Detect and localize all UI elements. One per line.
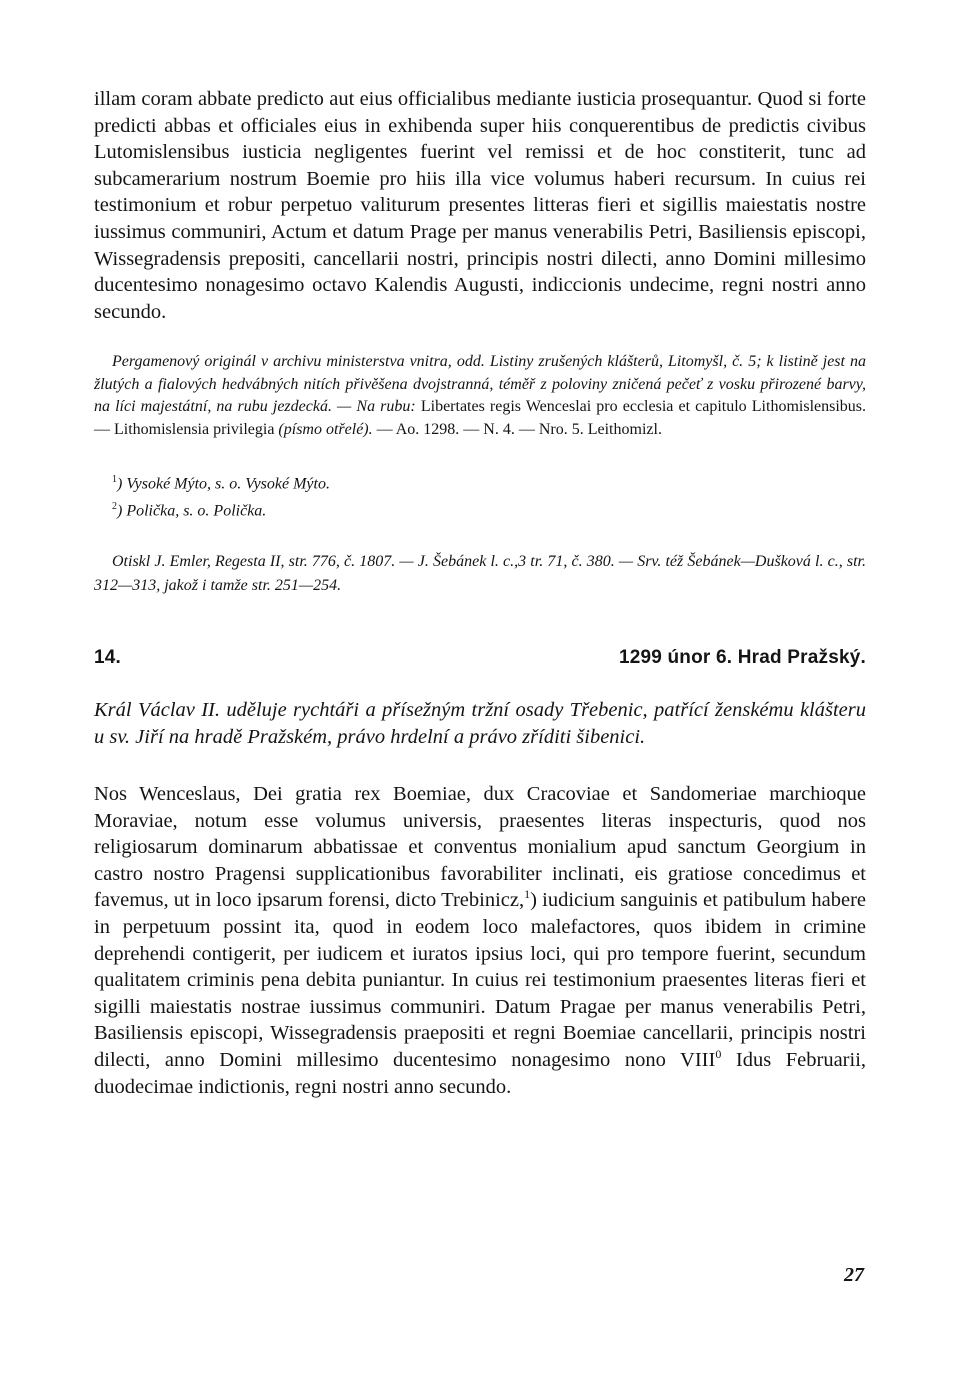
- archival-description: Pergamenový originál v archivu ministerstva vnitra, odd. Listiny zrušených klášterů, Litomyšl, č. 5; k listině jest na žlutých a fialových hedvábných nitích přivěšena dvojstranná, téměř z poloviny zničená pečeť z vosku přirozené barvy, na líci majestátní, na rubu jezdecká. —: [94, 353, 866, 416]
- continuation-paragraph: illam coram abbate predicto aut eius officialibus mediante iusticia prosequantur. Quod si forte predicti abbas et officiales eius in exhibenda super hiis conquerentibus de predictis civibus Lutomislensibus iusticia negligentes fuerint vel remissi et de hoc constiterit, tunc ad subcamerarium nostrum Boemie pro hiis illa vice volumus haberi recursum. In cuius rei testimonium et robur perpetuo valiturum presentes litteras fieri et sigillis maiestatis nostre iussimus communiri, Actum et datum Prage per manus venerabilis Petri, Basiliensis episcopi, Wissegradensis prepositi, cancellarii nostri, principis nostri dilecti, anno Domini millesimo ducentesimo nonagesimo octavo Kalendis Augusti, indiccionis undecime, regni nostri anno secundo.: [94, 88, 866, 323]
- ordinal-mark: 0: [715, 1047, 722, 1062]
- charter-text: [94, 781, 866, 1100]
- footnotes: [94, 469, 866, 523]
- document-number: 14.: [94, 647, 122, 668]
- charter-part-1: Nos Wenceslaus, Dei gratia rex Boemiae, dux Cracoviae et Sandomeriae marchioque Moraviae, notum esse volumus universis, praesentes literas inspecturis, quod nos religiosarum dominarum abbatissae et conventus monialium apud sanctum Georgium in castro nostro Pragensi supplicationibus favorabiliter inclinati, eis gratiose concedimus et favemus, ut in loco ipsarum forensi, dicto Trebinicz,: [94, 783, 866, 912]
- regest-summary: Král Václav II. uděluje rychtáři a přísežným tržní osady Třebenic, patřící ženskému klášteru u sv. Jiří na hradě Pražském, právo hrdelní a právo zříditi šibenici.: [94, 699, 866, 748]
- charter-part-2: ) iudicium sanguinis et patibulum habere in perpetuum possint ita, quod in eodem loco malefactores, quos ibidem in crimine deprehendi contigerit, per iudicem et iuratos ipsius loci, qui pro tempore fuerint, secundum qualitatem criminis pena debita puniantur. In cuius rei testimonium praesentes literas fieri et sigilli maiestatis nostrae iussimus communiri. Datum Pragae per manus venerabilis Petri, Basiliensis episcopi, Wissegradensis praepositi et regni Boemiae cancellarii, principis nostri dilecti, anno Domini millesimo ducentesimo nonagesimo nono VIII: [94, 889, 866, 1071]
- footnote-item: [112, 496, 866, 523]
- page-number: 27: [844, 1264, 864, 1286]
- footnote-text: ) Vysoké Mýto, s. o. Vysoké Mýto.: [117, 475, 330, 493]
- document-header: [94, 647, 866, 669]
- charter-part-3: Idus Februarii, duodecimae indictionis, regni nostri anno secundo.: [94, 1048, 867, 1098]
- footnote-text: ) Polička, s. o. Polička.: [117, 502, 267, 520]
- charter-footnote-mark: 1: [524, 887, 531, 902]
- script-note: (písmo otřelé).: [278, 420, 373, 438]
- footnote-item: [112, 469, 866, 496]
- footnote-mark: 2: [112, 501, 117, 513]
- document-page: [94, 86, 866, 1100]
- footnote-mark: 1: [112, 474, 117, 486]
- archival-signatures: — Ao. 1298. — N. 4. — Nro. 5. Leithomizl.: [376, 420, 662, 438]
- edition-reference: Otiskl J. Emler, Regesta II, str. 776, č. 1807. — J. Šebánek l. c.,3 tr. 71, č. 380. — Srv. též Šebánek—Dušková l. c., str. 312—313, jakož i tamže str. 251—254.: [94, 553, 866, 594]
- dorsal-text: Libertates regis Wenceslai pro ecclesia et capitulo Lithomislensibus. — Lithomislensia privilegia: [94, 398, 867, 438]
- document-date-place: 1299 únor 6. Hrad Pražský.: [618, 647, 866, 668]
- dorsal-label: Na rubu:: [356, 398, 416, 416]
- archival-note: [94, 351, 866, 441]
